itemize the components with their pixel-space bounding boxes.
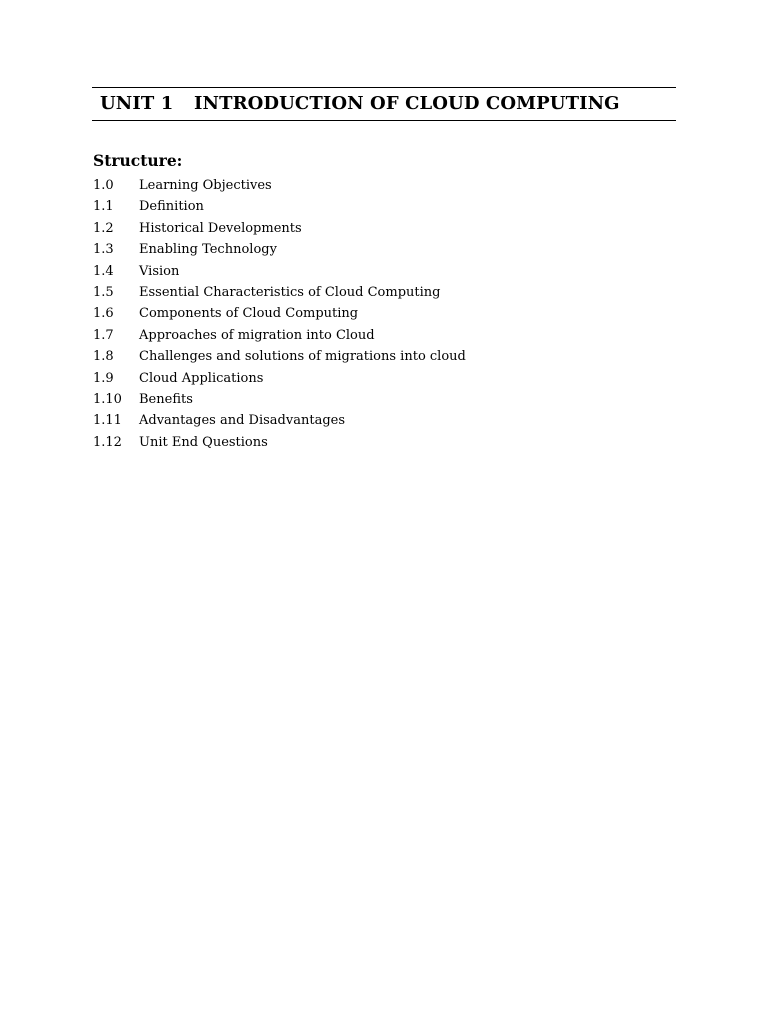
unit-label: UNIT 1 [100, 92, 174, 114]
toc-item-number: 1.9 [93, 370, 114, 386]
toc-item-number: 1.12 [93, 434, 122, 450]
toc-item-title: Cloud Applications [139, 370, 264, 386]
toc-item [93, 346, 466, 367]
toc-item [93, 282, 466, 303]
toc-item [93, 389, 466, 410]
toc-item-number: 1.11 [93, 413, 122, 429]
toc-item-number: 1.1 [93, 199, 114, 215]
toc-item-title: Definition [139, 199, 204, 215]
toc-item-title: Learning Objectives [139, 178, 272, 193]
toc-item [93, 175, 466, 196]
toc-item-number: 1.2 [93, 220, 114, 236]
toc-item-title: Challenges and solutions of migrations into cloud [139, 349, 466, 365]
toc-item-title: Advantages and Disadvantages [139, 413, 346, 429]
heading-bottom-rule [92, 120, 676, 121]
unit-heading [100, 90, 620, 116]
toc-item-number: 1.0 [93, 178, 114, 193]
toc-item-title: Enabling Technology [139, 242, 277, 258]
toc-item-title: Essential Characteristics of Cloud Computing [139, 284, 441, 300]
heading-top-rule [92, 87, 676, 88]
toc-item [93, 261, 466, 282]
toc-item-number: 1.10 [93, 391, 122, 407]
toc-item-title: Unit End Questions [139, 434, 268, 450]
toc-item-title: Components of Cloud Computing [139, 306, 359, 322]
toc-item [93, 410, 466, 431]
toc-item-number: 1.5 [93, 284, 114, 300]
toc-item [93, 218, 466, 239]
toc-item [93, 325, 466, 346]
toc-item-number: 1.7 [93, 327, 114, 343]
structure-heading: Structure: [93, 151, 183, 170]
toc-item [93, 432, 466, 453]
toc-item [93, 368, 466, 389]
toc-item [93, 303, 466, 324]
toc-item-title: Vision [139, 263, 180, 279]
toc-item-title: Benefits [139, 391, 193, 407]
unit-title: INTRODUCTION OF CLOUD COMPUTING [194, 92, 620, 114]
toc-item-number: 1.8 [93, 349, 114, 365]
toc-item-number: 1.3 [93, 242, 114, 258]
toc-item-title: Historical Developments [139, 220, 302, 236]
toc-item-title: Approaches of migration into Cloud [139, 327, 375, 343]
toc-item [93, 239, 466, 260]
toc-item-number: 1.6 [93, 306, 114, 322]
table-of-contents [93, 175, 466, 453]
toc-item-number: 1.4 [93, 263, 114, 279]
toc-item [93, 196, 466, 217]
